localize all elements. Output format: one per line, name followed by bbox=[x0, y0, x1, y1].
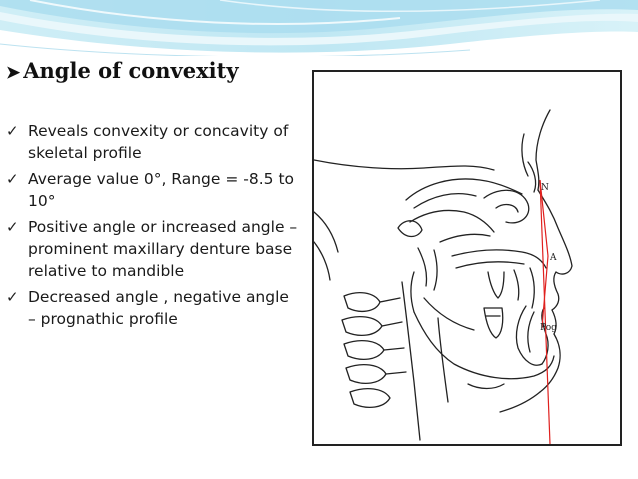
n-pog-line bbox=[540, 180, 550, 444]
arrow-bullet-icon: ➤ bbox=[6, 63, 21, 83]
bullet-item bbox=[6, 120, 301, 164]
landmark-pog-label: Pog bbox=[540, 323, 557, 333]
checkmark-icon: ✓ bbox=[6, 122, 19, 140]
bullet-text: Decreased angle , negative angle – prognathic profile bbox=[28, 288, 289, 328]
cranial-base-line bbox=[314, 160, 494, 170]
bullet-item bbox=[6, 168, 301, 212]
bullet-list bbox=[6, 120, 301, 334]
landmark-a-label: A bbox=[550, 253, 557, 263]
checkmark-icon: ✓ bbox=[6, 218, 19, 236]
landmark-n-label: N bbox=[541, 183, 549, 193]
checkmark-icon: ✓ bbox=[6, 170, 19, 188]
bullet-text: Average value 0°, Range = -8.5 to 10° bbox=[28, 170, 295, 210]
bullet-item bbox=[6, 286, 301, 330]
slide-title bbox=[6, 58, 239, 83]
bullet-text: Positive angle or increased angle – prominent maxillary denture base relative to mandible bbox=[28, 218, 298, 280]
bullet-item bbox=[6, 216, 301, 282]
cephalometric-tracing bbox=[314, 72, 620, 444]
bullet-text: Reveals convexity or concavity of skeletal profile bbox=[28, 122, 289, 162]
wave-banner bbox=[0, 0, 638, 56]
slide-title-text: Angle of convexity bbox=[23, 58, 239, 83]
checkmark-icon: ✓ bbox=[6, 288, 19, 306]
cephalometric-figure bbox=[312, 70, 622, 446]
